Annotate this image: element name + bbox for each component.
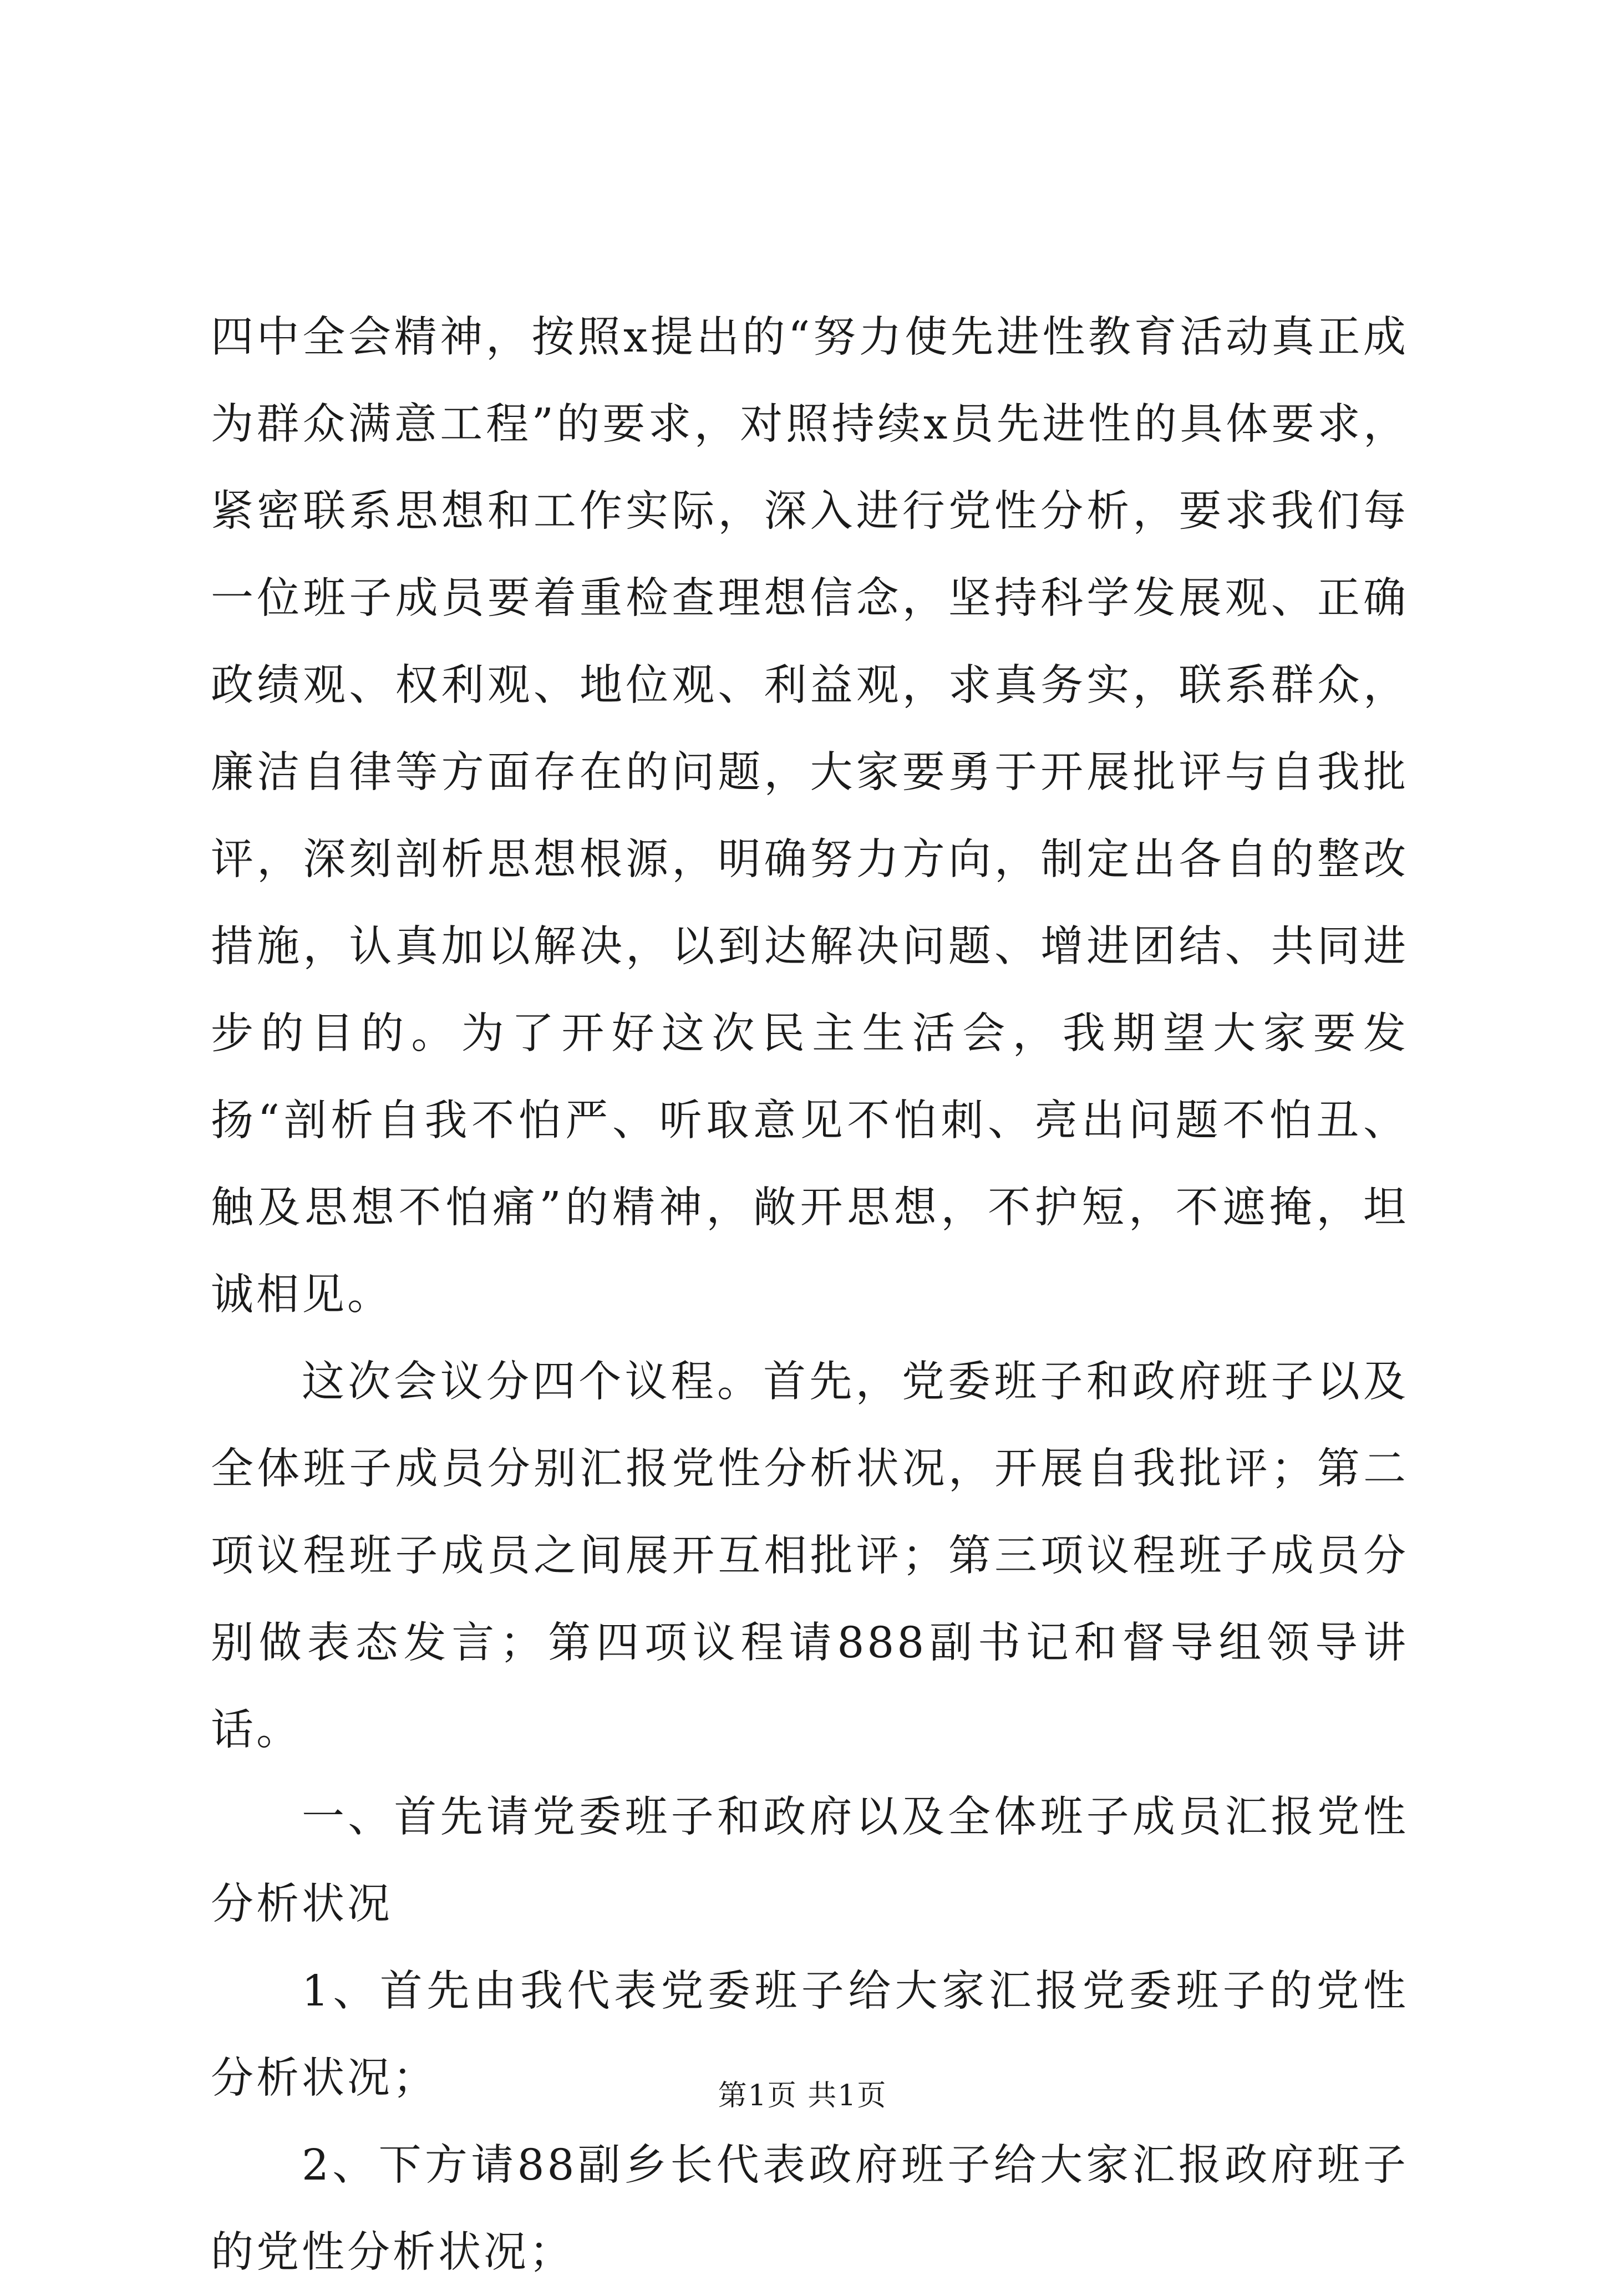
page-footer	[0, 2076, 1605, 2115]
document-body	[211, 294, 1409, 2296]
paragraph-5: 2、下方请88副乡长代表政府班子给大家汇报政府班子的党性分析状况；	[211, 2141, 1409, 2277]
paragraph-3: 一、首先请党委班子和政府以及全体班子成员汇报党性分析状况	[211, 1793, 1409, 1929]
page-number-label: 第1页 共1页	[718, 2079, 887, 2112]
paragraph-4: 1、首先由我代表党委班子给大家汇报党委班子的党性分析状况；	[211, 1967, 1409, 2103]
paragraph-2: 这次会议分四个议程。首先，党委班子和政府班子以及全体班子成员分别汇报党性分析状况，开展自我批评；第二项议程班子成员之间展开互相批评；第三项议程班子成员分别做表态发言；第四项议程请888副书记和督导组领导讲话。	[211, 1357, 1409, 1755]
paragraph-1: 四中全会精神，按照x提出的“努力使先进性教育活动真正成为群众满意工程”的要求，对照持续x员先进性的具体要求，紧密联系思想和工作实际，深入进行党性分析，要求我们每一位班子成员要着重检查理想信念，坚持科学发展观、正确政绩观、权利观、地位观、利益观，求真务实，联系群众，廉洁自律等方面存在的问题，大家要勇于开展批评与自我批评，深刻剖析思想根源，明确努力方向，制定出各自的整改措施，认真加以解决，以到达解决问题、增进团结、共同进步的目的。为了开好这次民主生活会，我期望大家要发扬“剖析自我不怕严、听取意见不怕刺、亮出问题不怕丑、触及思想不怕痛”的精神，敞开思想，不护短，不遮掩，坦诚相见。	[211, 313, 1409, 1320]
